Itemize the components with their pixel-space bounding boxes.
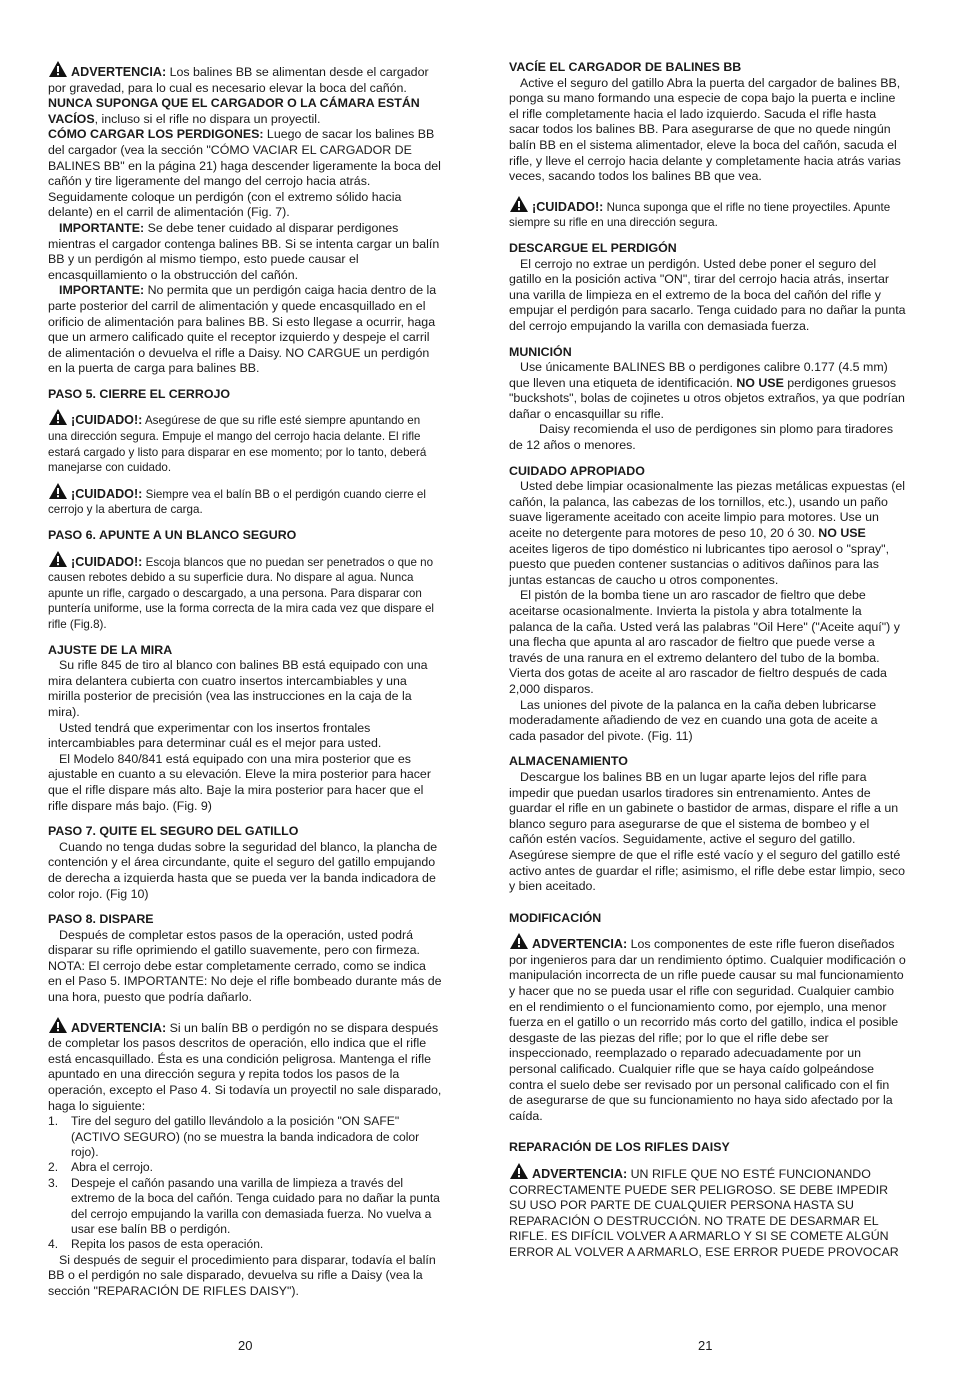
- heading-sight-adjustment: AJUSTE DE LA MIRA: [48, 642, 173, 657]
- warning-triangle-icon: [48, 408, 68, 426]
- heading-step-8: PASO 8. DISPARE: [48, 912, 154, 927]
- heading-daisy-repair: REPARACIÓN DE LOS RIFLES DAISY: [509, 1140, 730, 1155]
- heading-proper-care: CUIDADO APROPIADO: [509, 463, 645, 478]
- left-column: [48, 60, 442, 1300]
- warning-triangle-icon: [509, 932, 529, 950]
- jam-steps-list: [48, 1114, 442, 1253]
- warning-triangle-icon: [48, 482, 68, 500]
- warning-triangle-icon: [509, 1162, 529, 1180]
- warning-modification: ADVERTENCIA: Los componentes de este rifle fueron diseñados por ingenieros para dar un rendimiento óptimo. Cualquier modificación o manipulación incorrecta de un rifle puede causar su mal funcionamiento y hacer que no se pueda usar el rifle con seguridad. Cualquier cambio en el rendimiento o el funcionamiento como, por ejemplo, una menor fuerza en el gatillo o un recorrido más corto del gatillo, indica el posible desgaste de las piezas del rifle; por lo que el rifle debe ser inspeccionado, reemplazado o reparado adecuadamente por un personal calificado. Cualquier rifle que se haya caído golpeándose contra el suelo debe ser revisado por un personal calificado con el fin de asegurarse de que su funcionamiento no haya sido afectado por la caída.: [509, 932, 906, 1124]
- sight-paragraph-1: Su rifle 845 de tiro al blanco con balines BB está equipado con una mira delantera cubierta con cuatro insertos intercambiables y una mirilla posterior de precisión (vea las instrucciones en la caja de la mira).: [48, 658, 428, 719]
- warning-gravity-feed: ADVERTENCIA: Los balines BB se alimentan desde el cargador por gravedad, para lo cual es necesario elevar la boca del cañón. NUNCA SUPONGA QUE EL CARGADOR O LA CÁMARA ESTÁN VACÍOS, incluso si el rifle no dispara un proyectil.: [48, 60, 442, 127]
- right-column: [509, 60, 906, 1261]
- heading-empty-bb-reservoir: VACÍE EL CARGADOR DE BALINES BB: [509, 60, 742, 74]
- warning-jammed: ADVERTENCIA: Si un balín BB o perdigón no se dispara después de completar los pasos descritos de operación, ello indica que el rifle está encasquillado. Ésta es una condición peligrosa. Mantenga el rifle apuntado en una dirección segura y repita todos los pasos de la operación, excepto el Paso 4. Si todavía un proyectil no sale disparado, haga lo siguiente:: [48, 1016, 442, 1115]
- care-paragraph-1: Usted debe limpiar ocasionalmente las piezas metálicas expuestas (el cañón, la palanca, las cabezas de los tornillos, etc.), usando un paño suave ligeramente aceitado con aceite limpio para motores. Use un aceite no detergente para motores de peso 10, 20 ó 30. NO USE aceites ligeros de tipo doméstico ni lubricantes tipo aerosol o "spray", puesto que pueden contener sustancias o aditivos dañinos para las juntas estancas de caucho u otros componentes.: [509, 479, 905, 587]
- caution-step-5-a: ¡CUIDADO!: Asegúrese de que su rifle esté siempre apuntando en una dirección segura. Empuje el mango del cerrojo hacia delante. El rifle estará cargado y listo para disparar en ese momento; por lo tanto, deberá manejarse con cuidado.: [48, 408, 442, 475]
- caution-empty-bb: ¡CUIDADO!: Nunca suponga que el rifle no tiene proyectiles. Apunte siempre su rifle en una dirección segura.: [509, 195, 906, 231]
- list-item: 4. Repita los pasos de esta operación.: [48, 1237, 264, 1252]
- list-item: 3. Despeje el cañón pasando una varilla de limpieza a través del extremo de la boca del cañón. Tenga cuidado para no dañar la punta del cerrojo empujando la varilla con demasiada fuerza. No vuelva a usar ese balín BB o perdigón.: [48, 1175, 440, 1237]
- heading-unload-pellet: DESCARGUE EL PERDIGÓN: [509, 240, 677, 255]
- caution-step-6: ¡CUIDADO!: Escoja blancos que no puedan ser penetrados o que no causen rebotes debido a su superficie dura. No dispare al agua. Nunca apunte un rifle, cargado o descargado, a una persona. Para disparar con puntería uniforme, use la forma correcta de la mira cada vez que dispare el rifle (Fig.8).: [48, 550, 442, 633]
- empty-bb-paragraph: Active el seguro del gatillo Abra la puerta del cargador de balines BB, ponga su mano formando una especie de copa bajo la puerta e incline el rifle completamente hacia el lado izquierdo. Sacuda el rifle hasta sacar todos los balines BB. Para asegurarse de que no quede ningún balín BB en el sistema alimentador, eleve la boca del cañón, sacuda el rifle, y lleve el cerrojo hacia delante y completamente hacia atrás varias veces, sacando todos los balines BB que vea.: [509, 75, 901, 184]
- page-number-right: 21: [698, 1338, 713, 1353]
- care-paragraph-3: Las uniones del pivote de la palanca en la caña deben lubricarse moderadamente añadiendo de vez en cuando una gota de aceite a cada pasador del pivote. (Fig. 11): [509, 697, 878, 743]
- unload-pellet-paragraph: El cerrojo no extrae un perdigón. Usted debe poner el seguro del gatillo en la posición activa "ON", tirar del cerrojo hacia atrás, insertar una varilla de limpieza en el extremo de la boca del cañón del rifle y empujar el perdigón para sacarlo. Tenga cuidado para no dañar la punta del cerrojo empujando la varilla con demasiada fuerza.: [509, 256, 906, 333]
- heading-step-7: PASO 7. QUITE EL SEGURO DEL GATILLO: [48, 824, 299, 839]
- heading-step-6: PASO 6. APUNTE A UN BLANCO SEGURO: [48, 528, 297, 543]
- important-paragraph-2: IMPORTANTE: No permita que un perdigón caiga hacia dentro de la parte posterior del carril de alimentación y quede encasquillado en el orificio de alimentación para balines BB. Si esto llegase a ocurrir, haga que un armero calificado quite el receptor izquierdo y despeje el carril de alimentación o devuelva el rifle a Daisy. NO CARGUE un perdigón en la puerta de carga para balines BB.: [48, 283, 437, 376]
- ammunition-paragraph-2: Daisy recomienda el uso de perdigones sin plomo para tiradores de 12 años o menores.: [509, 422, 894, 453]
- heading-step-5: PASO 5. CIERRE EL CERROJO: [48, 386, 230, 401]
- heading-ammunition: MUNICIÓN: [509, 344, 572, 359]
- important-paragraph-1: IMPORTANTE: Se debe tener cuidado al disparar perdigones mientras el cargador contenga balines BB. Si se intenta cargar un balín BB y un perdigón al mismo tiempo, esto puede causar el encasquillamiento o la obstrucción del cañón.: [48, 220, 440, 282]
- care-paragraph-2: El pistón de la bomba tiene un aro rascador de fieltro que debe aceitarse ocasionalmente. Invierta la pistola y abra totalmente la palanca de la caña. Usted verá las palabras "Oil Here" ("Aceite aquí") y una flecha que apunta al aro rascador de fieltro que puede verse a través de una ranura en el extremo delantero del tubo de la bomba. Vierta dos gotas de aceite al aro rascador de fieltro después de cada 2,000 disparos.: [509, 588, 900, 696]
- caution-step-5-b: ¡CUIDADO!: Siempre vea el balín BB o el perdigón cuando cierre el cerrojo y la abertura de carga.: [48, 482, 442, 518]
- warning-triangle-icon: [509, 195, 529, 213]
- heading-storage: ALMACENAMIENTO: [509, 754, 628, 769]
- step-8-paragraph: Después de completar estos pasos de la operación, usted podrá disparar su rifle oprimiendo el gatillo suavemente, pero con firmeza. NOTA: El cerrojo debe estar completamente cerrado, como se indica en el Paso 5. IMPORTANTE: No deje el rifle bombeado durante más de una hora, puesto que podría dañarlo.: [48, 927, 442, 1005]
- list-item: 1. Tire del seguro del gatillo llevándolo a la posición "ON SAFE" (ACTIVO SEGURO) (no se muestra la banda indicadora de color rojo).: [48, 1114, 420, 1160]
- page-number-left: 20: [238, 1338, 253, 1353]
- warning-triangle-icon: [48, 550, 68, 568]
- warning-repair: ADVERTENCIA: UN RIFLE QUE NO ESTÉ FUNCIONANDO CORRECTAMENTE PUEDE SER PELIGROSO. SE DEBE IMPEDIR SU USO POR PARTE DE CUALQUIER PERSONA HASTA SU REPARACIÓN O DESTRUCCIÓN. NO TRATE DE DESARMAR EL RIFLE. ES DIFÍCIL VOLVER A ARMARLO Y SI SE COMETE ALGÚN ERROR AL VOLVER A ARMARLO, ESE ERROR PUEDE PROVOCAR: [509, 1162, 906, 1261]
- sight-paragraph-2: Usted tendrá que experimentar con los insertos frontales intercambiables para determinar cuál es el mejor para usted.: [48, 720, 382, 751]
- sight-paragraph-3: El Modelo 840/841 está equipado con una mira posterior que es ajustable en cuanto a su elevación. Eleve la mira posterior para hacer que el rifle dispare más alto. Baje la mira posterior para hacer que el rifle dispare más bajo. (Fig. 9): [48, 751, 431, 813]
- warning-triangle-icon: [48, 60, 68, 78]
- ammunition-paragraph-1: Use únicamente BALINES BB o perdigones calibre 0.177 (4.5 mm) que lleven una etiqueta de identificación. NO USE perdigones gruesos "buckshots", bolas de cojinetes u otros objetos extraños, ya que podrían dañar o encasquillar su rifle.: [509, 360, 905, 421]
- load-pellets-paragraph: CÓMO CARGAR LOS PERDIGONES: Luego de sacar los balines BB del cargador (vea la sección "CÓMO VACIAR EL CARGADOR DE BALINES BB" en la página 21) haga descender ligeramente la boca del cañón y tire ligeramente del mango del cerrojo hacia atrás. Seguidamente coloque un perdigón (con el extremo sólido hacia delante) en el carril de alimentación (Fig. 7).: [48, 127, 441, 220]
- final-paragraph: Si después de seguir el procedimiento para disparar, todavía el balín BB o el perdigón no sale disparado, devuelva su rifle a Daisy (vea la sección "REPARACIÓN DE RIFLES DAISY").: [48, 1252, 436, 1299]
- warning-triangle-icon: [48, 1016, 68, 1034]
- storage-paragraph: Descargue los balines BB en un lugar aparte lejos del rifle para impedir que puedan usarlos tiradores sin entrenamiento. Antes de guardar el rifle en un gabinete o bastidor de armas, dispare el rifle a un blanco seguro para asegurarse de que el sistema de bombeo y el cañón estén vacíos. Seguidamente, active el seguro del gatillo. Asegúrese siempre de que el rifle esté vacío y el seguro del gatillo esté activo antes de guardar el rifle; asimismo, el rifle debe estar limpio, seco y bien aceitado.: [509, 769, 905, 894]
- heading-modification: MODIFICACIÓN: [509, 910, 602, 925]
- step-7-paragraph: Cuando no tenga dudas sobre la seguridad del blanco, la plancha de contención y el área circundante, quite el seguro del gatillo empujando de derecha a izquierda hasta que se pueda ver la banda indicadora de color rojo. (Fig 10): [48, 839, 438, 901]
- list-item: 2. Abra el cerrojo.: [48, 1160, 154, 1175]
